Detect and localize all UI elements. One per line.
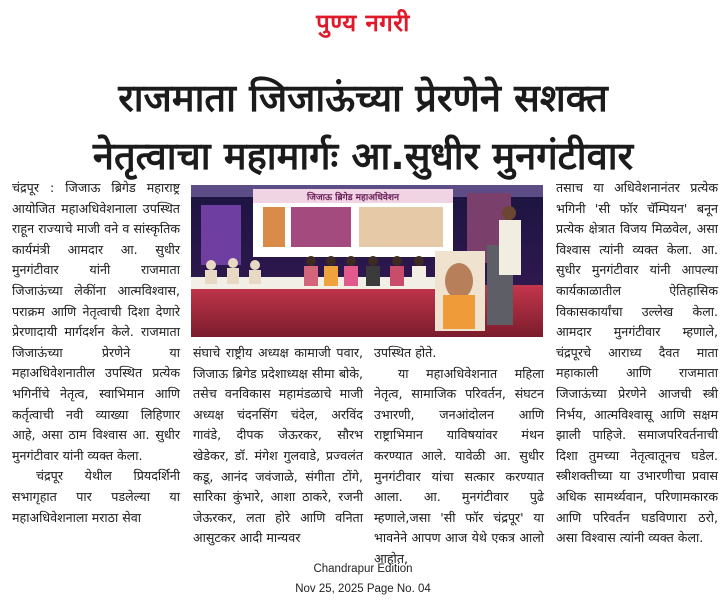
article-paragraph: उपस्थित होते.	[374, 345, 437, 360]
event-photo-illustration	[191, 185, 543, 337]
article-paragraph: संघाचे राष्ट्रीय अध्यक्ष कामाजी पवार, जिजाऊ ब्रिगेड प्रदेशाध्यक्ष सीमा बोके, तसेच वनविकास महामंडळाचे माजी अध्यक्ष चंदनसिंग चंदेल, अरविंद गावंडे, दीपक जेऊरकर, सौरभ खेडेकर, डॉ. मंगेश गुलवाडे, प्रज्वलंत कडू, आनंद जवंजाळे, संगीता टोंगे, सारिका कुंभारे, आशा ठाकरे, रजनी जेऊरकर, लता होरे आणि वनिता आसुटकर आदी मान्यवर	[193, 345, 363, 546]
brand-name: पुण्य नगरी	[316, 9, 410, 37]
article-column-3	[374, 343, 544, 570]
headline-line-2: नेतृत्वाचा महामार्गः आ.सुधीर मुनगंटीवार	[92, 134, 634, 179]
article-column-2	[193, 343, 363, 549]
banner-text: जिजाऊ ब्रिगेड महाअधिवेशन	[306, 193, 400, 203]
event-photo	[191, 185, 543, 337]
article-paragraph: चंद्रपूर येथील प्रियदर्शिनी सभागृहात पार पडलेल्या या महाअधिवेशनाला मराठा सेवा	[12, 468, 180, 525]
article-paragraph: या महाअधिवेशनात महिला नेतृत्व, सामाजिक परिवर्तन, संघटन उभारणी, जनआंदोलन आणि राष्ट्राभिमान याविषयांवर मंथन करण्यात आले. यावेळी आ. सुधीर मुनगंटीवार यांचा सत्कार करण्यात आला. आ. मुनगंटीवार पुढे म्हणाले,जसा 'सी फॉर चंद्रपूर' या भावनेने आपण आज येथे एकत्र आलो आहोत,	[374, 365, 544, 566]
article-column-4	[556, 178, 718, 549]
edition-label: Chandrapur Edition	[313, 563, 413, 575]
masthead	[0, 0, 726, 44]
article-column-1	[12, 178, 180, 528]
headline-line-1: राजमाता जिजाऊंच्या प्रेरणेने सशक्त	[118, 76, 608, 121]
article-paragraph: तसाच या अधिवेशनानंतर प्रत्येक भगिनी 'सी फॉर चॅम्पियन' बनून प्रत्येक क्षेत्रात विजय मिळवेल, असा विश्वास त्यांनी व्यक्त केला. आ. सुधीर मुनगंटीवार यांनी आपल्या कार्यकाळातील ऐतिहासिक विकासकार्यांचा उल्लेख केला. आमदार मुनगंटीवार म्हणाले, चंद्रपूरचे आराध्य दैवत माता महाकाली आणि राजमाता जिजाऊंच्या प्रेरणेने आजची स्त्री निर्भय, आत्मविश्वासू आणि सक्षम झाली पाहिजे. समाजपरिवर्तनाची दिशा तुमच्या नेतृत्वातूनच घडेल. स्त्रीशक्तीच्या या उभारणीचा प्रवास अधिक सामर्थ्यवान, परिणामकारक आणि परिवर्तन घडविणारा ठरो, असा विश्वास त्यांनी व्यक्त केला.	[556, 180, 718, 546]
date-page-label: Nov 25, 2025 Page No. 04	[295, 583, 431, 595]
article-paragraph: चंद्रपूर : जिजाऊ ब्रिगेड महाराष्ट्र आयोजित महाअधिवेशनाला उपस्थित राहून राज्याचे माजी वने व सांस्कृतिक कार्यमंत्री आमदार आ. सुधीर मुनगंटीवार यांनी राजमाता जिजाऊंच्या लेकींना आत्मविश्वास, पराक्रम आणि नेतृत्वाची दिशा देणारे प्रेरणादायी मार्गदर्शन केले. राजमाता जिजाऊंच्या प्रेरणेने या महाअधिवेशनातील उपस्थित प्रत्येक भगिनींचे नेतृत्व, स्वाभिमान आणि कर्तृत्वाची नवी व्याख्या लिहिणार आहे, असा ठाम विश्वास आ. सुधीर मुनगंटीवार यांनी व्यक्त केला.	[12, 180, 180, 463]
brand-logo	[316, 6, 410, 39]
